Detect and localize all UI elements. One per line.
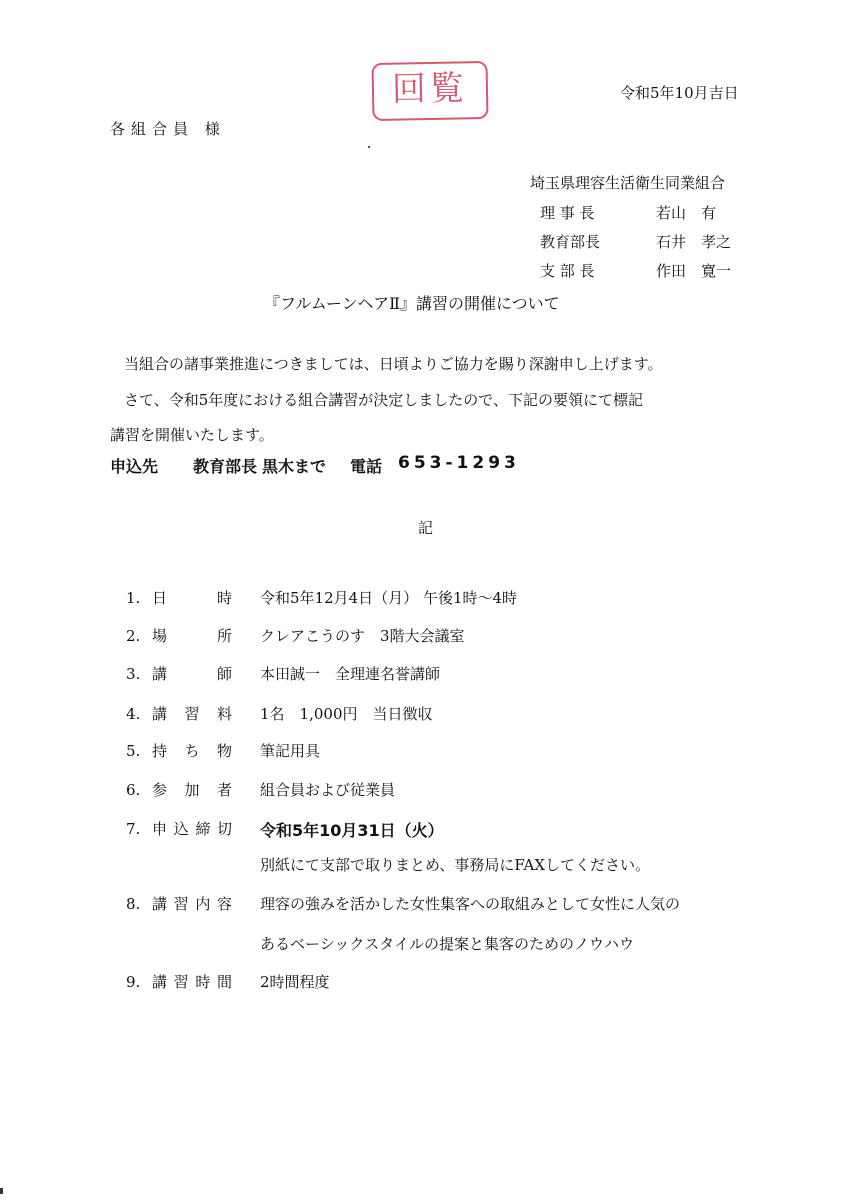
item-value-9: 2時間程度 (260, 973, 330, 991)
item-label-6: 6. 参 加 者 (126, 781, 232, 799)
item-value-6: 組合員および従業員 (260, 781, 396, 799)
officer-title-3: 支 部 長 (540, 262, 595, 280)
item-value-2: クレアこうのす 3階大会議室 (260, 627, 465, 645)
item-value-5: 筆記用具 (260, 742, 321, 760)
item-value-8-cont: あるベーシックスタイルの提案と集客のためのノウハウ (260, 935, 634, 953)
contact-tel-label: 電話 (350, 457, 383, 476)
item-label-3: 3. 講 師 (126, 665, 232, 683)
body-line-2: さて、令和5年度における組合講習が決定しましたので、下記の要領にて標記 (124, 391, 643, 409)
ki-heading: 記 (418, 519, 434, 537)
document-title: 『フルムーンヘアⅡ』講習の開催について (264, 294, 560, 313)
item-label-8: 8. 講習内容 (126, 895, 232, 913)
kairan-stamp: 回覧 (372, 61, 489, 121)
officer-name-1: 若山 有 (656, 204, 717, 222)
officer-title-2: 教育部長 (540, 233, 601, 251)
officer-name-2: 石井 孝之 (656, 233, 732, 251)
item-value-1: 令和5年12月4日（月） 午後1時～4時 (260, 589, 518, 607)
item-value-3: 本田誠一 全理連名誉講師 (260, 665, 441, 683)
item-label-4: 4. 講 習 料 (126, 705, 232, 723)
item-value-4: 1名 1,000円 当日徴収 (260, 705, 433, 723)
item-label-5: 5. 持 ち 物 (126, 742, 232, 760)
sender-org: 埼玉県理容生活衛生同業組合 (530, 174, 726, 192)
contact-label: 申込先 (110, 457, 159, 476)
item-value-8: 理容の強みを活かした女性集客への取組みとして女性に人気の (260, 895, 681, 913)
item-label-1: 1. 日 時 (126, 589, 232, 607)
officer-name-3: 作田 寛一 (656, 262, 732, 280)
officer-title-1: 理 事 長 (540, 204, 595, 222)
issue-date: 令和5年10月吉日 (620, 84, 739, 102)
addressee: 各組合員 様 (110, 120, 226, 138)
item-label-9: 9. 講習時間 (126, 973, 232, 991)
contact-dept: 教育部長 (193, 457, 258, 476)
item-label-2: 2. 場 所 (126, 627, 232, 645)
scan-edge-mark (0, 1188, 3, 1194)
item-value-7: 令和5年10月31日（火） (260, 821, 444, 840)
item-label-7: 7. 申込締切 (126, 820, 232, 838)
scan-speck (368, 146, 370, 148)
contact-person: 黒木まで (262, 457, 327, 476)
contact-tel: 653-1293 (398, 453, 520, 473)
body-line-1: 当組合の諸事業推進につきましては、日頃よりご協力を賜り深謝申し上げます。 (124, 355, 663, 373)
body-line-3: 講習を開催いたします。 (110, 426, 274, 444)
item-note-7: 別紙にて支部で取りまとめ、事務局にFAXしてください。 (260, 856, 651, 874)
